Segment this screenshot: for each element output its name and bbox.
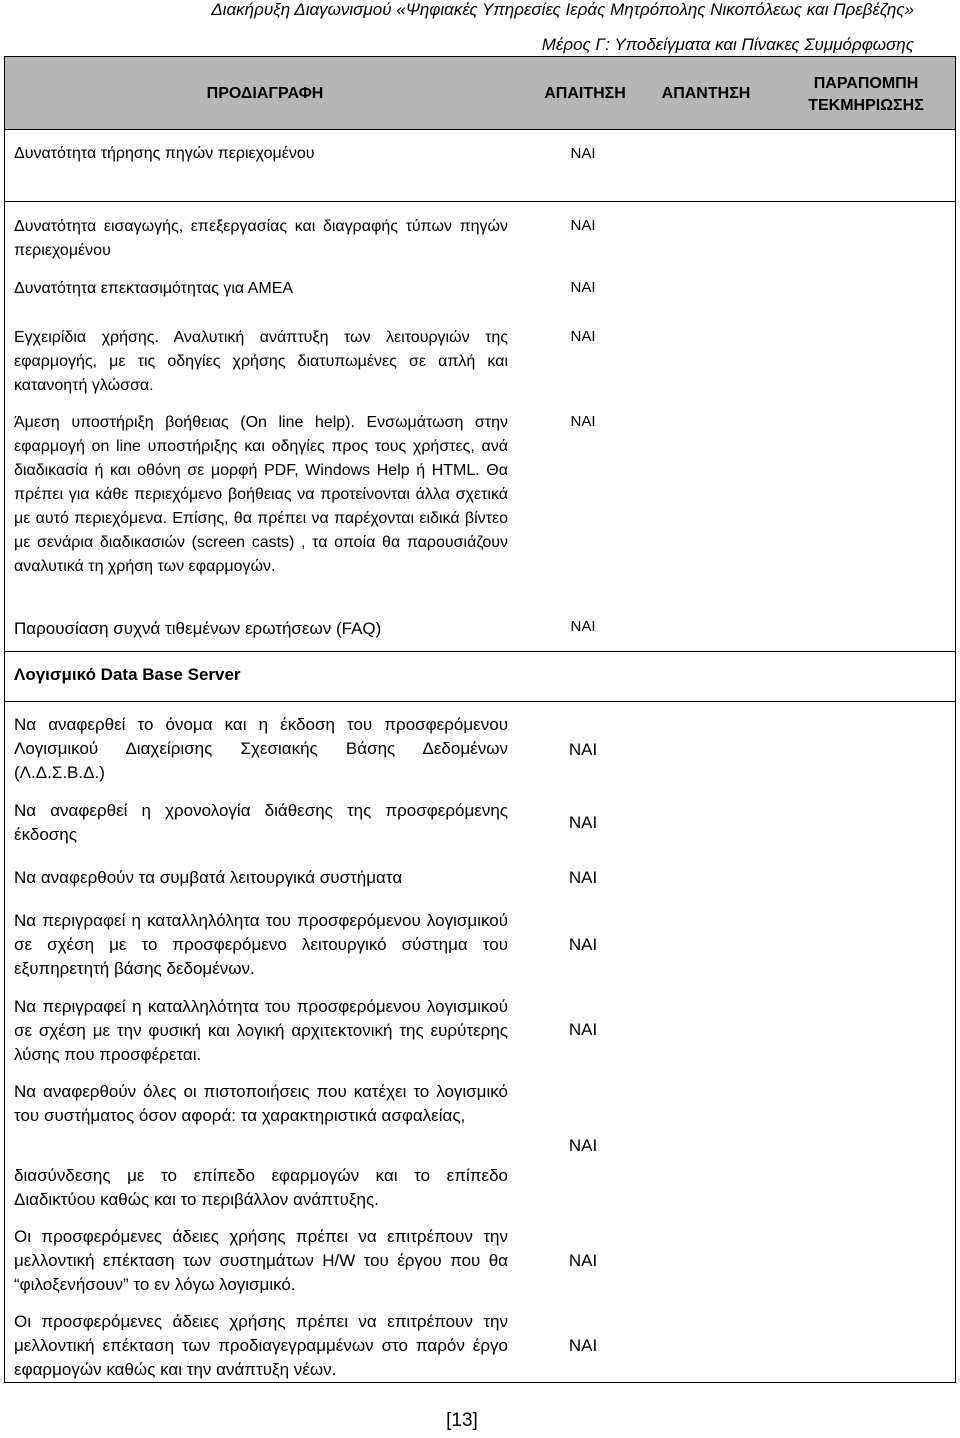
column-header-spec: ΠΡΟΔΙΑΓΡΑΦΗ <box>206 85 324 102</box>
table-row-spec: Παρουσίαση συχνά τιθεμένων ερωτήσεων (FAQ) <box>14 619 382 638</box>
table-row-requirement: ΝΑΙ <box>568 1251 598 1270</box>
document-subtitle: Μέρος Γ: Υποδείγματα και Πίνακες Συμμόρφωσης <box>541 35 914 54</box>
table-row-spec: Οι προσφερόμενες άδειες χρήσης πρέπει να επιτρέπουν την μελλοντική επέκταση των προδιαγεγραμμένων στο παρόν έργο εφαρμογών καθώς και την ανάπτυξη νέων. <box>14 1312 508 1379</box>
table-row-spec: Να περιγραφεί η καταλληλόλητα του προσφερόμενου λογισμικού σε σχέση με το προσφερόμενο λειτουργικό σύστημα του εξυπηρετητή βάσης δεδομένων. <box>14 911 508 978</box>
table-row-spec: Δυνατότητα τήρησης πηγών περιεχομένου <box>14 145 315 162</box>
row-divider <box>4 701 956 702</box>
table-row-requirement: ΝΑΙ <box>570 279 596 296</box>
table-header <box>4 56 956 130</box>
table-row-requirement: ΝΑΙ <box>570 145 596 162</box>
column-header-response: ΑΠΑΝΤΗΣΗ <box>661 85 751 102</box>
table-row-spec: Να αναφερθεί το όνομα και η έκδοση του προσφερόμενου Λογισμικού Διαχείρισης Σχεσιακής Βάσης Δεδομένων (Λ.Δ.Σ.Β.Δ.) <box>14 715 508 782</box>
table-row-spec: Να αναφερθούν όλες οι πιστοποιήσεις που κατέχει το λογισμικό του συστήματος όσον αφορά: τα χαρακτηριστικά ασφαλείας, <box>14 1082 508 1125</box>
document-title: Διακήρυξη Διαγωνισμού «Ψηφιακές Υπηρεσίες Ιεράς Μητρόπολης Νικοπόλεως και Πρεβέζης» <box>211 0 914 19</box>
table-row-spec: Οι προσφερόμενες άδειες χρήσης πρέπει να επιτρέπουν την μελλοντική επέκταση των συστημάτων H/W του έργου που θα “φιλοξενήσουν” το εν λόγω λογισμικό. <box>14 1227 508 1294</box>
table-row-requirement: ΝΑΙ <box>568 1336 598 1355</box>
table-row-spec: Να αναφερθεί η χρονολογία διάθεσης της προσφερόμενης έκδοσης <box>14 801 508 844</box>
column-header-reference: ΠΑΡΑΠΟΜΠΗ ΤΕΚΜΗΡΙΩΣΗΣ <box>808 75 924 114</box>
table-row-spec: Να αναφερθούν τα συμβατά λειτουργικά συστήματα <box>14 868 403 887</box>
table-row-spec: Εγχειρίδια χρήσης. Αναλυτική ανάπτυξη των λειτουργιών της εφαρμογής, με τις οδηγίες χρήσης διατυπωμένες σε απλή και κατανοητή γλώσσα. <box>14 329 508 394</box>
table-row-requirement: ΝΑΙ <box>568 1136 598 1155</box>
table-row-spec: Να περιγραφεί η καταλληλότητα του προσφερόμενου λογισμικού σε σχέση με την φυσική και λογική αρχιτεκτονική της ευρύτερης λύσης που προσφέρεται. <box>14 997 508 1064</box>
table-row-spec: Δυνατότητα εισαγωγής, επεξεργασίας και διαγραφής τύπων πηγών περιεχομένου <box>14 218 508 259</box>
table-row-requirement: ΝΑΙ <box>568 868 598 887</box>
table-row-requirement: ΝΑΙ <box>570 328 596 345</box>
table-row-requirement: ΝΑΙ <box>568 740 598 759</box>
table-row-spec: Άμεση υποστήριξη βοήθειας (On line help). Ενσωμάτωση στην εφαρμογή on line υποστήριξης και οδηγίες προς τους χρήστες, ανά διαδικασία ή και οθόνη σε μορφή PDF, Windows Help ή HTML. Θα πρέπει για κάθε περιεχόμενο βοήθειας να προτείνονται άλλα σχετικά με αυτό περιεχόμενα. Επίσης, θα πρέπει να παρέχονται ειδικά βίντεο με σενάρια διαδικασιών (screen casts) , τα οποία θα παρουσιάζουν αναλυτικά τη χρήση των εφαρμογών. <box>14 414 508 575</box>
column-header-requirement: ΑΠΑΙΤΗΣΗ <box>544 85 626 102</box>
table-row-requirement: ΝΑΙ <box>570 618 596 635</box>
section-title: Λογισμικό Data Base Server <box>14 665 241 684</box>
page-number: [13] <box>446 1410 478 1431</box>
table-row-spec-continued: διασύνδεσης με το επίπεδο εφαρμογών και το επίπεδο Διαδικτύου καθώς και το περιβάλλον ανάπτυξης. <box>14 1166 508 1209</box>
table-row-spec: Δυνατότητα επεκτασιμότητας για ΑΜΕΑ <box>14 280 294 297</box>
table-row-requirement: ΝΑΙ <box>568 935 598 954</box>
table-row-requirement: ΝΑΙ <box>570 413 596 430</box>
table-row-requirement: ΝΑΙ <box>568 1020 598 1039</box>
table-row-requirement: ΝΑΙ <box>568 813 598 832</box>
table-row-requirement: ΝΑΙ <box>570 217 596 234</box>
row-divider <box>4 201 956 202</box>
row-divider <box>4 651 956 652</box>
